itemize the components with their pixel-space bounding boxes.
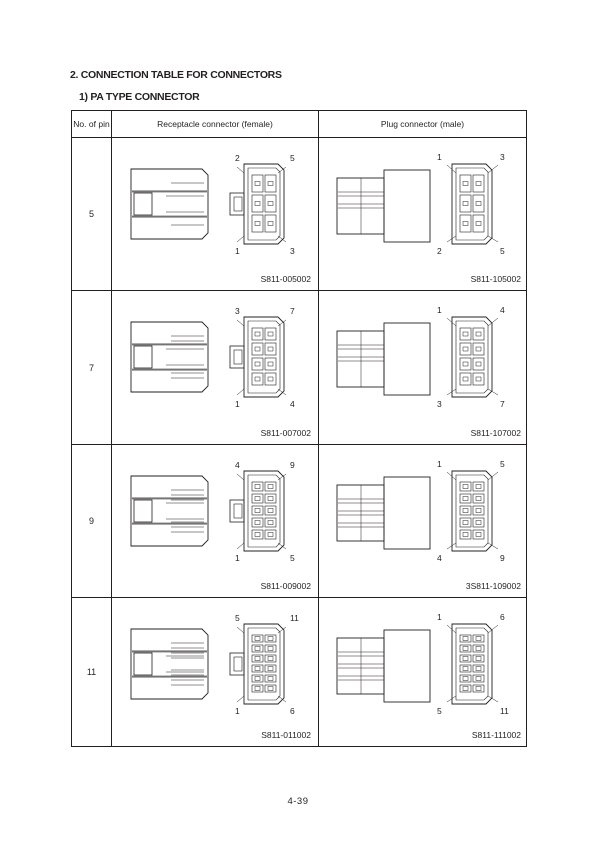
connector-side-view xyxy=(131,322,208,392)
pin-label: 5 xyxy=(437,706,442,716)
pin-label: 1 xyxy=(437,305,442,315)
connection-table xyxy=(71,110,527,747)
connector-side-view xyxy=(337,477,430,549)
connector-side-view xyxy=(131,476,208,546)
connector-face-view xyxy=(452,471,492,551)
connector-face-view xyxy=(452,164,492,244)
receptacle-part-number: S811-007002 xyxy=(260,428,311,438)
plug-drawing xyxy=(319,291,526,444)
pin-label: 3 xyxy=(290,246,295,256)
plug-part-number: 3S811-109002 xyxy=(465,581,521,591)
connector-side-view xyxy=(337,323,430,395)
receptacle-drawing xyxy=(112,598,318,746)
pin-label: 7 xyxy=(500,399,505,409)
header-pins: No. of pin xyxy=(73,119,110,129)
pin-label: 1 xyxy=(235,553,240,563)
connector-side-view xyxy=(131,629,208,699)
receptacle-part-number: S811-011002 xyxy=(261,730,311,740)
connector-face-view xyxy=(230,164,284,244)
pin-count: 7 xyxy=(88,362,94,373)
connector-face-view xyxy=(230,317,284,397)
connector-side-view xyxy=(337,170,430,242)
pin-label: 3 xyxy=(235,306,240,316)
pin-label: 5 xyxy=(500,459,505,469)
pin-count: 9 xyxy=(88,516,94,526)
pin-count: 11 xyxy=(86,667,97,677)
connector-face-view xyxy=(230,471,284,551)
pin-label: 4 xyxy=(235,460,240,470)
pin-label: 1 xyxy=(235,246,240,256)
receptacle-drawing xyxy=(112,445,318,597)
pin-label: 3 xyxy=(500,152,505,162)
receptacle-drawing xyxy=(112,291,318,444)
connector-face-view xyxy=(452,624,492,704)
pin-label: 2 xyxy=(437,246,442,256)
pin-label: 4 xyxy=(437,553,442,563)
pin-label: 9 xyxy=(290,460,295,470)
connector-side-view xyxy=(131,169,208,239)
pin-label: 1 xyxy=(235,399,240,409)
pin-label: 4 xyxy=(290,399,295,409)
receptacle-part-number: S811-009002 xyxy=(260,581,311,591)
receptacle-drawing xyxy=(112,138,318,290)
receptacle-part-number: S811-005002 xyxy=(260,274,311,284)
page-number: 4-39 xyxy=(287,796,309,807)
connector-side-view xyxy=(337,630,430,702)
pin-label: 2 xyxy=(235,153,240,163)
pin-label: 6 xyxy=(290,706,295,716)
pin-label: 1 xyxy=(437,459,442,469)
connector-face-view xyxy=(230,624,284,704)
pin-label: 3 xyxy=(437,399,442,409)
pin-label: 7 xyxy=(290,306,295,316)
pin-label: 11 xyxy=(500,706,509,716)
section-title: 2. CONNECTION TABLE FOR CONNECTORS xyxy=(70,69,282,81)
pin-label: 9 xyxy=(500,553,505,563)
pin-label: 5 xyxy=(290,153,295,163)
pin-label: 6 xyxy=(500,612,505,622)
plug-part-number: S811-107002 xyxy=(470,428,521,438)
plug-drawing xyxy=(319,598,526,746)
pin-label: 4 xyxy=(500,305,505,315)
pin-count: 5 xyxy=(88,209,94,219)
pin-label: 5 xyxy=(290,553,295,563)
pin-label: 5 xyxy=(235,613,240,623)
connector-face-view xyxy=(452,317,492,397)
pin-label: 5 xyxy=(500,246,505,256)
pin-label: 11 xyxy=(290,613,299,623)
header-plug: Plug connector (male) xyxy=(380,119,465,129)
pin-label: 1 xyxy=(235,706,240,716)
header-receptacle: Receptacle connector (female) xyxy=(157,119,273,129)
plug-part-number: S811-111002 xyxy=(471,730,521,740)
pin-label: 1 xyxy=(437,612,442,622)
plug-drawing xyxy=(319,445,526,597)
subsection-title: 1) PA TYPE CONNECTOR xyxy=(79,91,200,103)
plug-drawing xyxy=(319,138,526,290)
plug-part-number: S811-105002 xyxy=(470,274,521,284)
pin-label: 1 xyxy=(437,152,442,162)
